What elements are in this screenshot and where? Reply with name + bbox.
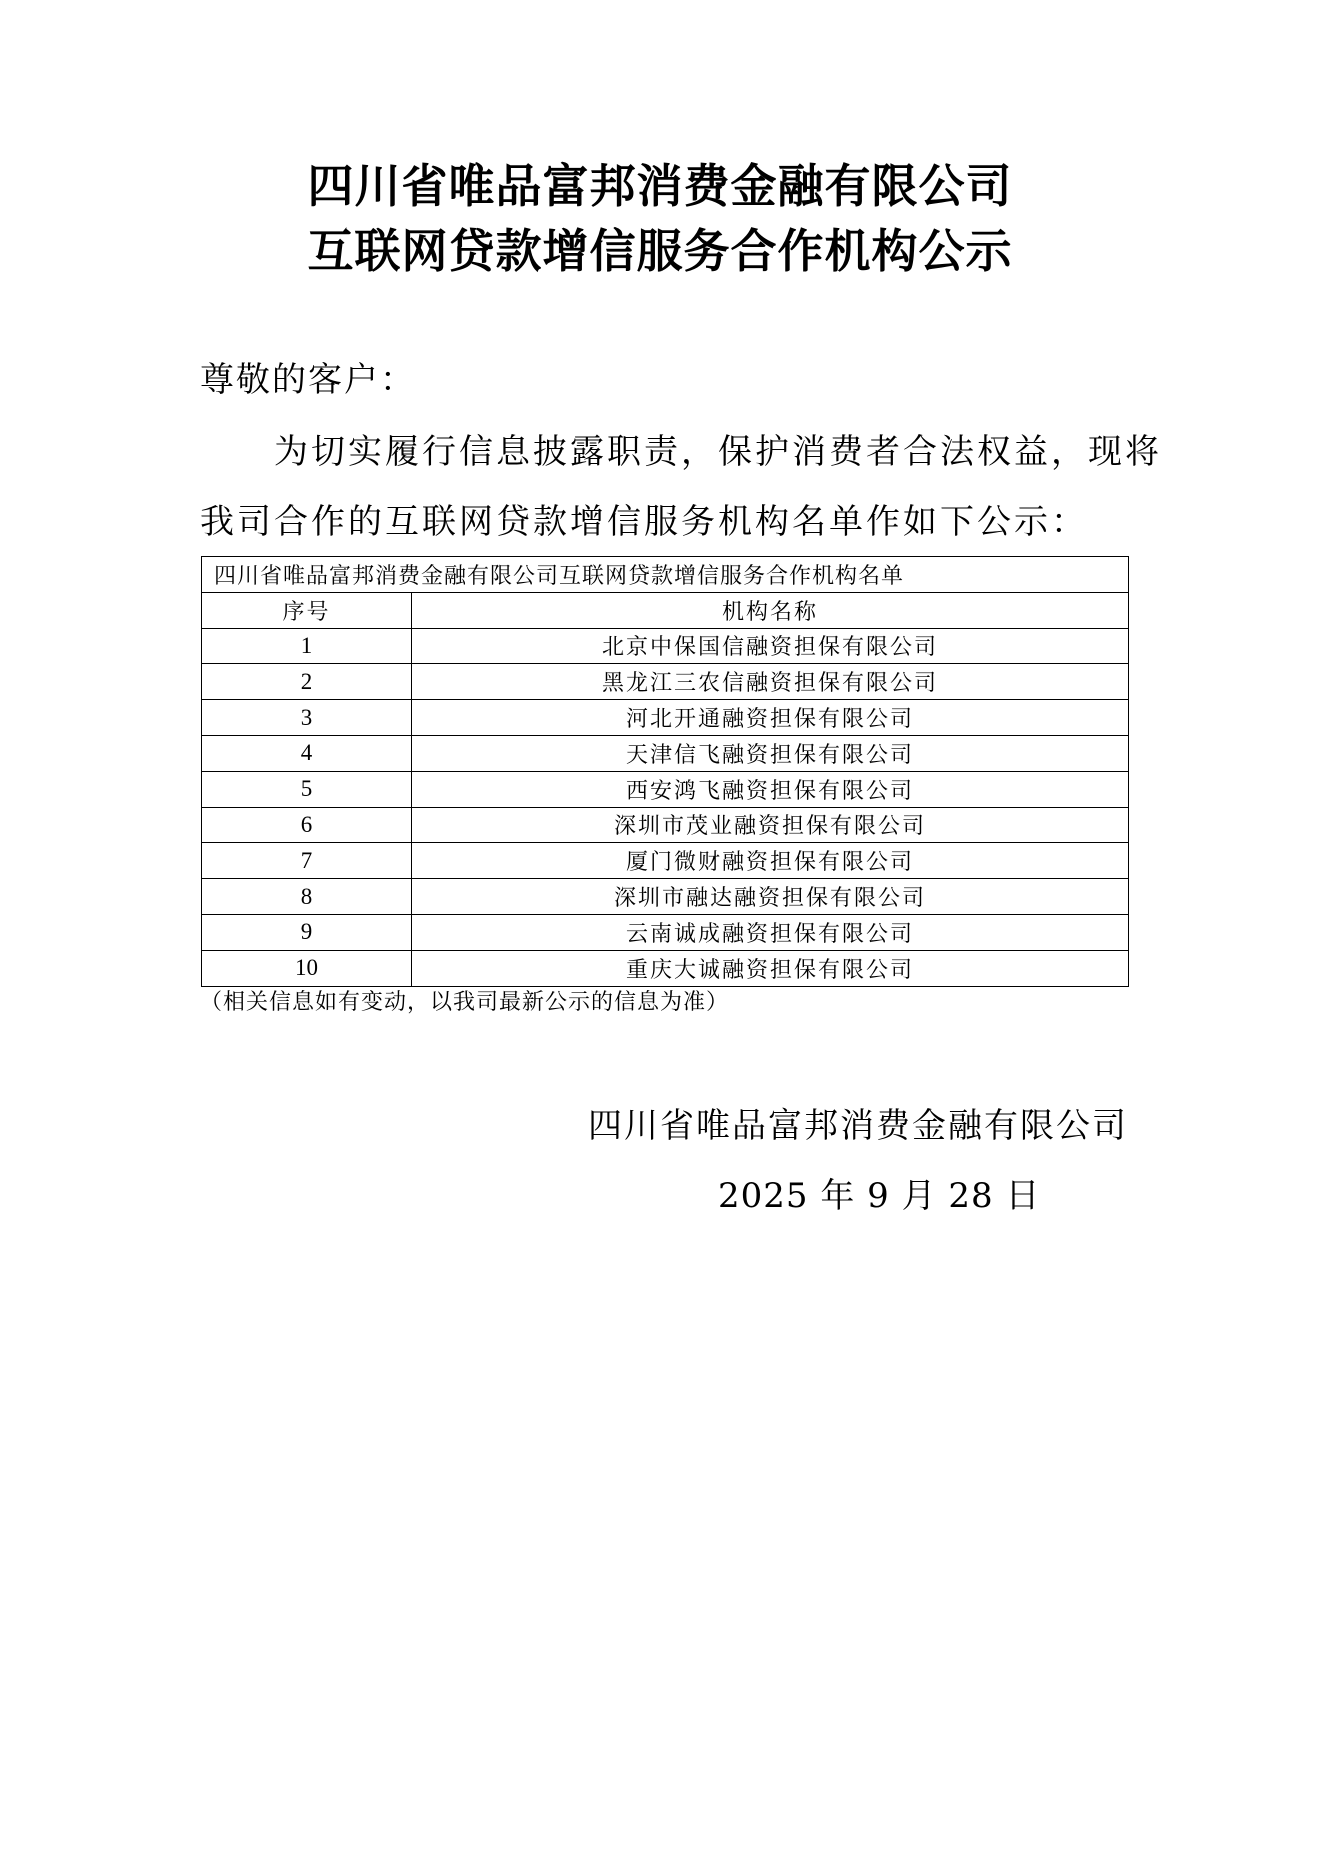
salutation: 尊敬的客户： xyxy=(200,360,416,400)
row-index: 7 xyxy=(202,843,412,879)
row-index: 6 xyxy=(202,807,412,843)
table-caption: 四川省唯品富邦消费金融有限公司互联网贷款增信服务合作机构名单 xyxy=(202,557,1129,593)
paragraph-line-2: 我司合作的互联网贷款增信服务机构名单作如下公示： xyxy=(200,502,1088,542)
partner-institution-table xyxy=(201,556,1129,987)
row-institution-name: 重庆大诚融资担保有限公司 xyxy=(412,950,1129,986)
table-row xyxy=(202,807,1129,843)
row-index: 4 xyxy=(202,735,412,771)
row-institution-name: 黑龙江三农信融资担保有限公司 xyxy=(412,664,1129,700)
paragraph-line-1: 为切实履行信息披露职责，保护消费者合法权益，现将 xyxy=(274,432,1162,472)
row-institution-name: 天津信飞融资担保有限公司 xyxy=(412,735,1129,771)
column-header-index: 序号 xyxy=(202,592,412,628)
row-index: 5 xyxy=(202,771,412,807)
table-row xyxy=(202,771,1129,807)
row-index: 1 xyxy=(202,628,412,664)
row-index: 8 xyxy=(202,879,412,915)
row-index: 9 xyxy=(202,914,412,950)
row-index: 10 xyxy=(202,950,412,986)
document-title-line2: 互联网贷款增信服务合作机构公示 xyxy=(307,224,1013,278)
signature-date: 2025 年 9 月 28 日 xyxy=(718,1176,1041,1216)
table-row xyxy=(202,950,1129,986)
document-title-line1: 四川省唯品富邦消费金融有限公司 xyxy=(307,159,1013,213)
table-row xyxy=(202,700,1129,736)
row-institution-name: 深圳市融达融资担保有限公司 xyxy=(412,879,1129,915)
row-index: 3 xyxy=(202,700,412,736)
row-institution-name: 深圳市茂业融资担保有限公司 xyxy=(412,807,1129,843)
row-institution-name: 西安鸿飞融资担保有限公司 xyxy=(412,771,1129,807)
table-header-row xyxy=(202,592,1129,628)
signature-company: 四川省唯品富邦消费金融有限公司 xyxy=(588,1106,1128,1146)
disclaimer-note: （相关信息如有变动，以我司最新公示的信息为准） xyxy=(200,990,730,1015)
table-row xyxy=(202,664,1129,700)
column-header-name: 机构名称 xyxy=(412,592,1129,628)
table-caption-row xyxy=(202,557,1129,593)
row-institution-name: 云南诚成融资担保有限公司 xyxy=(412,914,1129,950)
table-row xyxy=(202,879,1129,915)
table-row xyxy=(202,843,1129,879)
row-index: 2 xyxy=(202,664,412,700)
table-row xyxy=(202,914,1129,950)
row-institution-name: 河北开通融资担保有限公司 xyxy=(412,700,1129,736)
row-institution-name: 北京中保国信融资担保有限公司 xyxy=(412,628,1129,664)
table-row xyxy=(202,628,1129,664)
table-row xyxy=(202,735,1129,771)
row-institution-name: 厦门微财融资担保有限公司 xyxy=(412,843,1129,879)
